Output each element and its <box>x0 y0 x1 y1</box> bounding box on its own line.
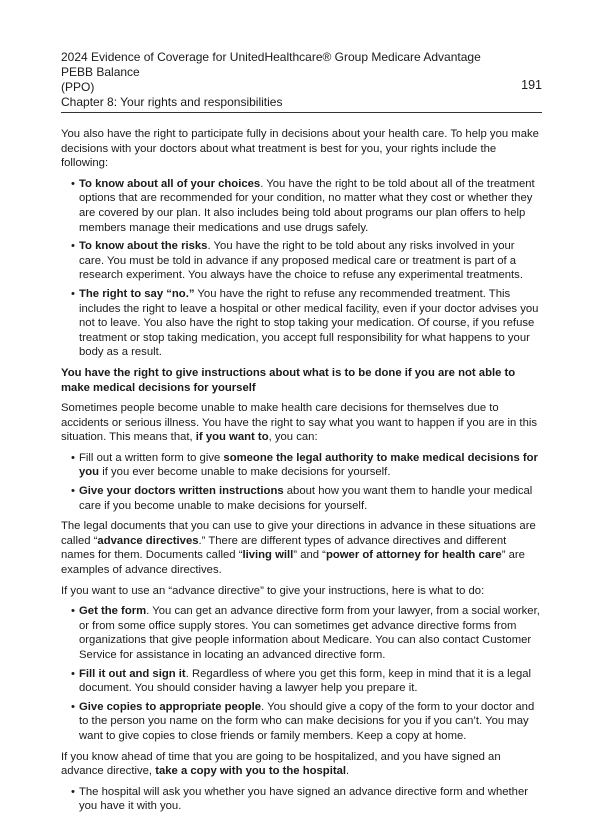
list-item <box>71 700 542 744</box>
hospital-list <box>61 785 542 814</box>
list-item-text: . You should give a copy of the form to your doctor and to the person you name on the form who can make decisions for you if you can’t. You may want to give copies to close friends or family members. Keep a copy at home. <box>79 700 535 742</box>
intro-paragraph: You also have the right to participate fully in decisions about your health care. To help you make decisions with your doctors about what treatment is best for you, your rights include the following: <box>61 128 539 170</box>
para-text: ” and “ <box>293 549 326 562</box>
list-item-bold: someone the legal authority to make medical decisions for you <box>79 451 538 479</box>
list-item <box>71 287 542 360</box>
chapter-title: Chapter 8: Your rights and responsibilities <box>61 95 283 109</box>
paragraph-unable-decisions <box>61 401 542 445</box>
para-text: ” are examples of advance directives. <box>61 549 525 577</box>
list-item-bold: Give copies to appropriate people <box>79 700 262 713</box>
paragraph-hospital <box>61 750 542 779</box>
para-text: Sometimes people become unable to make health care decisions for themselves due to accidents or serious illness. You have the right to say what you want to happen if you are in this situation. This means that, <box>61 402 538 444</box>
list-item-bold: Give your doctors written instructions <box>79 485 284 498</box>
para-bold: take a copy with you to the hospital <box>155 765 347 778</box>
list-item-text: . You have the right to be told about any risks involved in your care. You must be told in advance if any proposed medical care or treatment is part of a research experiment. You always have the choice to refuse any experimental treatments. <box>79 240 523 282</box>
list-item-bold: To know about the risks <box>79 240 208 253</box>
para-bold: advance directives <box>97 534 199 547</box>
page-header <box>61 50 542 110</box>
para-text: . <box>346 765 350 778</box>
para-bold: if you want to <box>195 431 269 444</box>
para-bold: living will <box>242 549 294 562</box>
list-item-text: . You have the right to be told about all of the treatment options that are recommended for your condition, no matter what they cost or whether they are covered by our plan. It also includes being told about programs our plan offers to help members manage their medications and use drugs safely. <box>79 177 535 234</box>
list-item <box>71 451 542 480</box>
list-item-text: . You can get an advance directive form from your lawyer, from a social worker, or from some office supply stores. You can sometimes get advance directive forms from organizations that give people information about Medicare. You can also contact Customer Service for assistance in locating an advanced directive form. <box>79 605 540 661</box>
list-item-bold: Get the form <box>79 605 147 618</box>
document-page <box>61 50 542 820</box>
page-number: 191 <box>521 78 542 92</box>
list-item-text: . Regardless of where you get this form, keep in mind that it is a legal document. You should consider having a lawyer help you prepare it. <box>79 667 532 695</box>
para-text: If you know ahead of time that you are going to be hospitalized, and you have signed an advance directive, <box>61 750 501 778</box>
list-item <box>71 177 542 235</box>
list-item <box>71 667 542 696</box>
list-item-text: The hospital will ask you whether you have signed an advance directive form and whether you have it with you. <box>79 785 528 813</box>
list-item-text: You have the right to refuse any recommended treatment. This includes the right to leave a hospital or other medical facility, even if your doctor advises you not to leave. You also have the right to stop taking your medication. Of course, if you refuse treatment or stop taking medication, you accept full responsibility for what happens to your body as a result. <box>79 287 539 359</box>
header-title-line2: (PPO) <box>61 80 95 94</box>
list-item-text: about how you want them to handle your medical care if you become unable to make decisions for yourself. <box>79 485 533 512</box>
paragraph-how-to: If you want to use an “advance directive” to give your instructions, here is what to do: <box>61 584 485 597</box>
list-item-text: if you ever become unable to make decisions for yourself. <box>99 466 391 479</box>
list-item <box>71 785 542 814</box>
list-item-bold: To know about all of your choices <box>79 177 261 190</box>
list-item-text: Fill out a written form to give <box>79 451 224 464</box>
list-item <box>71 484 542 513</box>
para-text: The legal documents that you can use to give your directions in advance in these situations are called “ <box>61 520 536 547</box>
para-text: .” There are different types of advance directives and different names for them. Documents called “ <box>61 534 507 562</box>
steps-list <box>61 604 542 743</box>
can-list <box>61 451 542 513</box>
section-heading: You have the right to give instructions about what is to be done if you are not able to make medical decisions for yourself <box>61 366 516 394</box>
para-bold: power of attorney for health care <box>325 549 502 562</box>
paragraph-advance-directives <box>61 519 542 577</box>
list-item <box>71 604 542 662</box>
list-item <box>71 239 542 283</box>
list-item-bold: The right to say “no.” <box>79 287 195 300</box>
rights-list <box>61 177 542 360</box>
header-title-line1: 2024 Evidence of Coverage for UnitedHealthcare® Group Medicare Advantage PEBB Balance <box>61 50 481 79</box>
para-text: , you can: <box>268 431 318 444</box>
header-divider <box>61 112 542 113</box>
list-item-bold: Fill it out and sign it <box>79 667 186 680</box>
